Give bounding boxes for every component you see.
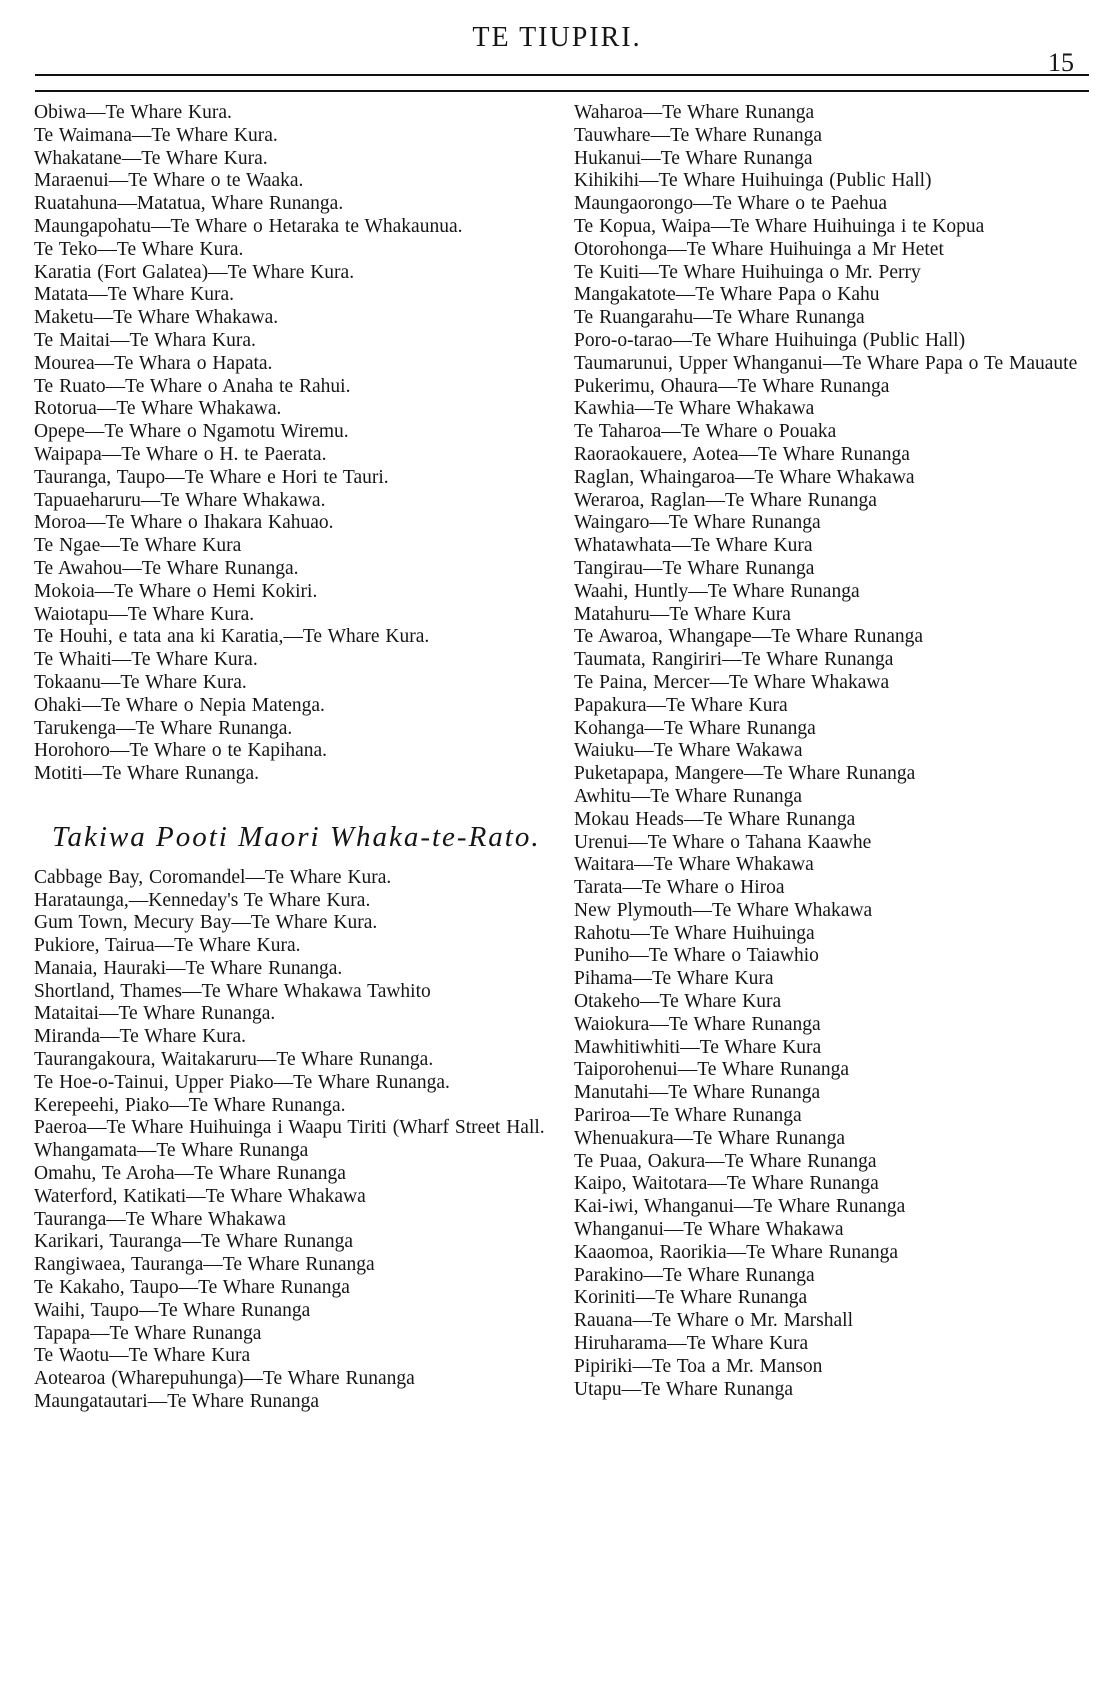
- right-entry-32: Mokau Heads—Te Whare Runanga: [574, 808, 856, 830]
- right-entry-54: Rauana—Te Whare o Mr. Marshall: [574, 1310, 853, 1332]
- right-entry-23: Matahuru—Te Whare Kura: [574, 603, 791, 625]
- right-entry-55: Hiruharama—Te Whare Kura: [574, 1333, 809, 1355]
- left-entry-09: Matata—Te Whare Kura.: [34, 284, 235, 306]
- right-entry-13: Pukerimu, Ohaura—Te Whare Runanga: [574, 375, 890, 397]
- left-lower-entry-21: Tapapa—Te Whare Runanga: [34, 1322, 262, 1344]
- right-entry-12: Taumarunui, Upper Whanganui—Te Whare Papa o Te Mauaute: [574, 352, 1078, 374]
- left-entry-list: [34, 102, 546, 786]
- right-entry-46: Whenuakura—Te Whare Runanga: [574, 1127, 845, 1149]
- right-entry-51: Kaaomoa, Raorikia—Te Whare Runanga: [574, 1241, 898, 1263]
- left-lower-entry-23: Aotearoa (Wharepuhunga)—Te Whare Runanga: [34, 1368, 415, 1390]
- left-entry-01: Obiwa—Te Whare Kura.: [34, 102, 232, 123]
- left-entry-07: Te Teko—Te Whare Kura.: [34, 238, 244, 260]
- left-entry-05: Ruatahuna—Matatua, Whare Runanga.: [34, 193, 344, 215]
- left-lower-entry-18: Rangiwaea, Tauranga—Te Whare Runanga: [34, 1254, 375, 1276]
- right-entry-52: Parakino—Te Whare Runanga: [574, 1264, 815, 1286]
- left-entry-30: Motiti—Te Whare Runanga.: [34, 763, 260, 785]
- right-entry-18: Weraroa, Raglan—Te Whare Runanga: [574, 489, 877, 511]
- left-column: [34, 102, 546, 1414]
- right-entry-49: Kai-iwi, Whanganui—Te Whare Runanga: [574, 1196, 906, 1218]
- left-entry-03: Whakatane—Te Whare Kura.: [34, 147, 268, 169]
- page-number: 15: [1048, 48, 1074, 77]
- left-lower-entry-17: Karikari, Tauranga—Te Whare Runanga: [34, 1231, 353, 1253]
- left-lower-entry-11: Kerepeehi, Piako—Te Whare Runanga.: [34, 1094, 346, 1116]
- left-entry-15: Opepe—Te Whare o Ngamotu Wiremu.: [34, 421, 349, 443]
- left-entry-21: Te Awahou—Te Whare Runanga.: [34, 557, 299, 579]
- left-entry-20: Te Ngae—Te Whare Kura: [34, 535, 242, 557]
- right-entry-35: Tarata—Te Whare o Hiroa: [574, 877, 785, 899]
- left-lower-entry-20: Waihi, Taupo—Te Whare Runanga: [34, 1299, 311, 1321]
- right-entry-07: Otorohonga—Te Whare Huihuinga a Mr Hetet: [574, 238, 944, 260]
- left-entry-04: Maraenui—Te Whare o te Waaka.: [34, 170, 304, 192]
- left-entry-27: Ohaki—Te Whare o Nepia Matenga.: [34, 694, 325, 716]
- left-entry-12: Mourea—Te Whara o Hapata.: [34, 352, 273, 374]
- right-entry-20: Whatawhata—Te Whare Kura: [574, 535, 813, 557]
- left-lower-entry-24: Maungatautari—Te Whare Runanga: [34, 1391, 320, 1413]
- left-lower-entry-07: Mataitai—Te Whare Runanga.: [34, 1003, 276, 1025]
- right-entry-14: Kawhia—Te Whare Whakawa: [574, 398, 815, 420]
- right-entry-31: Awhitu—Te Whare Runanga: [574, 785, 803, 807]
- left-lower-entry-list: [34, 867, 546, 1414]
- left-entry-18: Tapuaeharuru—Te Whare Whakawa.: [34, 489, 326, 511]
- left-entry-22: Mokoia—Te Whare o Hemi Kokiri.: [34, 580, 318, 602]
- right-entry-19: Waingaro—Te Whare Runanga: [574, 512, 821, 534]
- right-entry-37: Rahotu—Te Whare Huihuinga: [574, 922, 815, 944]
- left-lower-entry-14: Omahu, Te Aroha—Te Whare Runanga: [34, 1163, 346, 1185]
- right-entry-21: Tangirau—Te Whare Runanga: [574, 557, 815, 579]
- right-entry-02: Tauwhare—Te Whare Runanga: [574, 124, 822, 146]
- left-entry-16: Waipapa—Te Whare o H. te Paerata.: [34, 443, 327, 465]
- right-column: [574, 102, 1084, 1401]
- right-entry-15: Te Taharoa—Te Whare o Pouaka: [574, 421, 837, 443]
- left-lower-entry-09: Taurangakoura, Waitakaruru—Te Whare Runanga.: [34, 1049, 434, 1071]
- left-lower-entry-04: Pukiore, Tairua—Te Whare Kura.: [34, 935, 301, 957]
- header-rule-bottom: [35, 90, 1089, 92]
- left-lower-entry-03: Gum Town, Mecury Bay—Te Whare Kura.: [34, 912, 378, 934]
- right-entry-39: Pihama—Te Whare Kura: [574, 968, 774, 990]
- right-entry-27: Papakura—Te Whare Kura: [574, 694, 788, 716]
- newspaper-title: TE TIUPIRI.: [472, 22, 642, 53]
- right-entry-11: Poro-o-tarao—Te Whare Huihuinga (Public Hall): [574, 329, 966, 351]
- left-entry-23: Waiotapu—Te Whare Kura.: [34, 603, 255, 625]
- right-entry-56: Pipiriki—Te Toa a Mr. Manson: [574, 1355, 823, 1377]
- header-rule-top: [35, 74, 1089, 76]
- left-lower-entry-15: Waterford, Katikati—Te Whare Whakawa: [34, 1185, 366, 1207]
- right-entry-01: Waharoa—Te Whare Runanga: [574, 102, 815, 123]
- right-entry-16: Raoraokauere, Aotea—Te Whare Runanga: [574, 443, 910, 465]
- right-entry-57: Utapu—Te Whare Runanga: [574, 1378, 794, 1400]
- right-entry-26: Te Paina, Mercer—Te Whare Whakawa: [574, 671, 890, 693]
- right-entry-03: Hukanui—Te Whare Runanga: [574, 147, 813, 169]
- left-entry-08: Karatia (Fort Galatea)—Te Whare Kura.: [34, 261, 355, 283]
- left-lower-entry-01: Cabbage Bay, Coromandel—Te Whare Kura.: [34, 866, 392, 888]
- right-entry-41: Waiokura—Te Whare Runanga: [574, 1013, 821, 1035]
- left-lower-entry-19: Te Kakaho, Taupo—Te Whare Runanga: [34, 1277, 350, 1299]
- right-entry-36: New Plymouth—Te Whare Whakawa: [574, 899, 873, 921]
- right-entry-30: Puketapapa, Mangere—Te Whare Runanga: [574, 763, 916, 785]
- right-entry-04: Kihikihi—Te Whare Huihuinga (Public Hall): [574, 170, 932, 192]
- left-lower-entry-05: Manaia, Hauraki—Te Whare Runanga.: [34, 957, 343, 979]
- left-lower-entry-10: Te Hoe-o-Tainui, Upper Piako—Te Whare Runanga.: [34, 1071, 450, 1093]
- right-entry-10: Te Ruangarahu—Te Whare Runanga: [574, 307, 865, 329]
- left-entry-14: Rotorua—Te Whare Whakawa.: [34, 398, 282, 420]
- right-entry-33: Urenui—Te Whare o Tahana Kaawhe: [574, 831, 872, 853]
- left-lower-entry-16: Tauranga—Te Whare Whakawa: [34, 1208, 286, 1230]
- left-entry-13: Te Ruato—Te Whare o Anaha te Rahui.: [34, 375, 351, 397]
- right-entry-06: Te Kopua, Waipa—Te Whare Huihuinga i te Kopua: [574, 215, 985, 237]
- right-entry-48: Kaipo, Waitotara—Te Whare Runanga: [574, 1173, 879, 1195]
- left-entry-17: Tauranga, Taupo—Te Whare e Hori te Tauri.: [34, 466, 389, 488]
- left-entry-24: Te Houhi, e tata ana ki Karatia,—Te Whare Kura.: [34, 626, 430, 648]
- left-entry-06: Maungapohatu—Te Whare o Hetaraka te Whakaunua.: [34, 215, 463, 237]
- right-entry-44: Manutahi—Te Whare Runanga: [574, 1082, 821, 1104]
- right-entry-24: Te Awaroa, Whangape—Te Whare Runanga: [574, 626, 924, 648]
- right-entry-50: Whanganui—Te Whare Whakawa: [574, 1219, 844, 1241]
- left-lower-entry-02: Harataunga,—Kenneday's Te Whare Kura.: [34, 889, 371, 911]
- left-entry-02: Te Waimana—Te Whare Kura.: [34, 124, 278, 146]
- right-entry-43: Taiporohenui—Te Whare Runanga: [574, 1059, 850, 1081]
- left-lower-entry-06: Shortland, Thames—Te Whare Whakawa Tawhito: [34, 980, 431, 1002]
- left-entry-19: Moroa—Te Whare o Ihakara Kahuao.: [34, 512, 334, 534]
- left-lower-entry-13: Whangamata—Te Whare Runanga: [34, 1140, 309, 1162]
- left-entry-29: Horohoro—Te Whare o te Kapihana.: [34, 740, 328, 762]
- left-entry-10: Maketu—Te Whare Whakawa.: [34, 307, 279, 329]
- right-entry-08: Te Kuiti—Te Whare Huihuinga o Mr. Perry: [574, 261, 921, 283]
- right-entry-38: Puniho—Te Whare o Taiawhio: [574, 945, 819, 967]
- left-lower-entry-22: Te Waotu—Te Whare Kura: [34, 1345, 251, 1367]
- right-entry-28: Kohanga—Te Whare Runanga: [574, 717, 816, 739]
- left-entry-11: Te Maitai—Te Whara Kura.: [34, 329, 256, 351]
- right-entry-45: Pariroa—Te Whare Runanga: [574, 1105, 802, 1127]
- right-entry-53: Koriniti—Te Whare Runanga: [574, 1287, 808, 1309]
- right-entry-17: Raglan, Whaingaroa—Te Whare Whakawa: [574, 466, 915, 488]
- left-lower-entry-08: Miranda—Te Whare Kura.: [34, 1026, 246, 1048]
- left-entry-26: Tokaanu—Te Whare Kura.: [34, 671, 247, 693]
- right-entry-29: Waiuku—Te Whare Wakawa: [574, 740, 803, 762]
- left-entry-25: Te Whaiti—Te Whare Kura.: [34, 649, 258, 671]
- section-heading: Takiwa Pooti Maori Whaka-te-Rato.: [52, 820, 541, 853]
- right-entry-05: Maungaorongo—Te Whare o te Paehua: [574, 193, 888, 215]
- right-entry-47: Te Puaa, Oakura—Te Whare Runanga: [574, 1150, 877, 1172]
- right-entry-25: Taumata, Rangiriri—Te Whare Runanga: [574, 649, 894, 671]
- right-entry-34: Waitara—Te Whare Whakawa: [574, 854, 814, 876]
- left-lower-entry-12: Paeroa—Te Whare Huihuinga i Waapu Tiriti (Wharf Street Hall.: [34, 1117, 545, 1139]
- left-entry-28: Tarukenga—Te Whare Runanga.: [34, 717, 293, 739]
- right-entry-09: Mangakatote—Te Whare Papa o Kahu: [574, 284, 880, 306]
- right-entry-42: Mawhitiwhiti—Te Whare Kura: [574, 1036, 822, 1058]
- right-entry-40: Otakeho—Te Whare Kura: [574, 991, 782, 1013]
- right-entry-22: Waahi, Huntly—Te Whare Runanga: [574, 580, 860, 602]
